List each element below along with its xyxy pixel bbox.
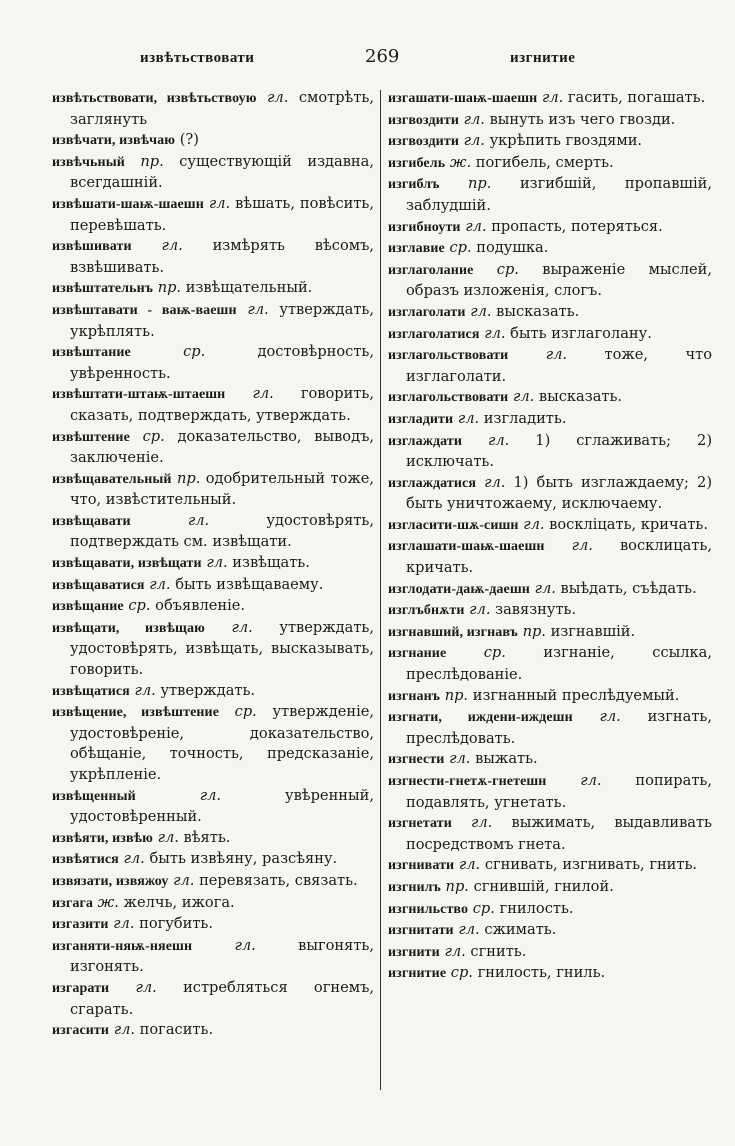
dictionary-entry <box>388 813 712 855</box>
dictionary-entry <box>52 828 374 850</box>
dictionary-entry <box>388 643 712 685</box>
entry-definition: утверждать. <box>160 681 256 699</box>
entry-headword: изглаголание <box>388 262 474 278</box>
header-left-word: извѣтьствовати <box>140 50 255 66</box>
entry-grammar: гл. <box>488 431 510 449</box>
entry-headword: изгибноути <box>388 219 461 235</box>
entry-grammar: гл. <box>465 217 487 235</box>
entry-definition: восклицать, кричать. <box>406 537 712 577</box>
entry-grammar: гл. <box>484 473 506 491</box>
entry-definition: сгнившій, гнилой. <box>473 877 614 895</box>
entry-definition: измѣрять вѣсомъ, взвѣшивать. <box>70 237 374 276</box>
entry-definition: подушка. <box>476 239 549 257</box>
entry-headword: извѣшивати <box>52 239 132 255</box>
entry-headword: изглъбнѫти <box>388 603 465 619</box>
entry-definition: сжимать. <box>484 921 557 939</box>
entry-headword: извѣштательнъ <box>52 281 154 297</box>
entry-definition: достовѣрность, увѣренность. <box>70 343 374 382</box>
entry-definition: существующій издавна, всегдашній. <box>70 152 374 192</box>
entry-headword: извѣщавати, извѣщати <box>52 556 202 572</box>
entry-definition: вынуть изъ чего гвозди. <box>489 110 676 128</box>
entry-definition: быть изглаголану. <box>510 324 652 342</box>
entry-definition: изгнаніе, ссылка, преслѣдованіе. <box>406 644 712 684</box>
dictionary-entry <box>388 238 712 260</box>
dictionary-entry <box>388 473 712 515</box>
entry-definition: попирать, подавлять, угнетать. <box>406 772 712 811</box>
entry-headword: извѣщаватися <box>52 577 145 593</box>
entry-definition: увѣренный, удостовѣренный. <box>70 786 374 826</box>
entry-definition: изгибшій, пропавшій, заблудшій. <box>406 175 712 214</box>
entry-grammar: гл. <box>206 554 228 572</box>
entry-grammar: гл. <box>157 828 179 846</box>
entry-grammar: гл. <box>134 681 156 699</box>
entry-definition: извѣщать. <box>232 554 310 572</box>
entry-headword: извѣштати-штаѭ-штаешн <box>52 387 226 403</box>
entry-headword: изгнильство <box>388 901 469 917</box>
dictionary-entry <box>52 871 374 893</box>
entry-grammar: гл. <box>457 409 480 427</box>
dictionary-entry <box>388 920 712 942</box>
entry-headword: извязати, извяжоу <box>52 873 169 889</box>
dictionary-entry <box>52 786 374 828</box>
dictionary-entry <box>52 596 374 618</box>
page-number: 269 <box>365 46 400 67</box>
entry-headword: изглаждатися <box>388 475 476 491</box>
entry-definition: (?) <box>179 131 199 149</box>
dictionary-entry <box>52 194 374 236</box>
dictionary-entry <box>388 324 712 346</box>
dictionary-entry <box>388 110 712 132</box>
dictionary-entry <box>52 342 374 384</box>
entry-headword: изгнитати <box>388 923 454 939</box>
dictionary-entry <box>388 153 712 175</box>
dictionary-entry <box>52 469 374 511</box>
entry-headword: изглаголатися <box>388 326 480 342</box>
entry-grammar: ср. <box>472 899 495 917</box>
entry-grammar: гл. <box>449 750 471 768</box>
entry-headword: изгнанъ <box>388 688 441 704</box>
entry-grammar: гл. <box>512 388 535 406</box>
entry-definition: утвержденіе, удостовѣреніе, доказательство, обѣщаніе, точность, предсказаніе, укрѣпленіе. <box>70 703 374 783</box>
entry-grammar: гл. <box>469 601 491 619</box>
entry-grammar: гл. <box>113 915 135 933</box>
entry-definition: 1) быть изглаждаему; 2) быть уничтожаему, исключаему. <box>406 473 712 513</box>
entry-headword: изгнавший, изгнавъ <box>388 624 518 640</box>
entry-definition: желчь, ижога. <box>123 893 235 911</box>
entry-grammar: гл. <box>580 772 602 789</box>
dictionary-entry <box>52 936 374 978</box>
entry-headword: изгнетати <box>388 816 452 832</box>
dictionary-entry <box>52 384 374 426</box>
entry-grammar: гл. <box>571 537 593 555</box>
column-divider <box>380 90 381 1090</box>
entry-headword: извѣятися <box>52 852 119 868</box>
left-column <box>52 88 374 1098</box>
dictionary-entry <box>388 409 712 431</box>
header-right-word: изгнитие <box>510 50 576 66</box>
entry-headword: извѣщенный <box>52 788 136 804</box>
entry-grammar: гл. <box>541 89 564 106</box>
entry-grammar: ср. <box>496 260 519 278</box>
entry-headword: изглагольствовати <box>388 348 509 364</box>
dictionary-entry <box>388 963 712 985</box>
dictionary-entry <box>388 387 712 409</box>
entry-definition: объявленіе. <box>155 597 246 615</box>
dictionary-entry <box>388 260 712 302</box>
entry-headword: извѣщати, извѣщаю <box>52 620 205 636</box>
dictionary-entry <box>52 511 374 553</box>
dictionary-entry <box>52 427 374 469</box>
dictionary-entry <box>388 855 712 877</box>
entry-grammar: гл. <box>470 302 492 320</box>
dictionary-entry <box>52 893 374 915</box>
entry-headword: изгазити <box>52 917 109 933</box>
entry-grammar: ср. <box>483 644 506 662</box>
entry-headword: изгиблъ <box>388 177 440 193</box>
dictionary-entry <box>388 536 712 578</box>
entry-headword: изгарати <box>52 980 110 996</box>
dictionary-entry <box>388 942 712 964</box>
entry-definition: извѣщательный. <box>185 279 313 297</box>
entry-grammar: гл. <box>523 515 545 533</box>
dictionary-entry <box>388 600 712 622</box>
entry-grammar: ср. <box>142 427 165 445</box>
entry-grammar: ср. <box>450 964 473 982</box>
dictionary-entry <box>388 579 712 601</box>
entry-definition: сгнить. <box>470 942 527 960</box>
dictionary-entry <box>388 771 712 813</box>
entry-grammar: ж. <box>449 153 472 171</box>
entry-headword: извѣчьный <box>52 154 125 170</box>
entry-definition: гасить, погашать. <box>567 89 706 106</box>
entry-headword: изгнати, иждени-иждешн <box>388 710 573 726</box>
entry-grammar: гл. <box>113 1021 136 1039</box>
entry-definition: воскліцать, кричать. <box>549 515 708 533</box>
entry-grammar: гл. <box>463 110 485 128</box>
entry-definition: тоже, что изглаголати. <box>406 346 712 385</box>
entry-definition: одобрительный тоже, что, извѣстительный. <box>70 469 374 509</box>
entry-headword: изгнести-гнетѫ-гнетешн <box>388 774 547 789</box>
entry-headword: изглодати-даѭ-даешн <box>388 581 530 597</box>
entry-definition: удостовѣрять, подтверждать см. извѣщати. <box>70 511 374 551</box>
dictionary-entry <box>52 130 374 152</box>
entry-definition: высказать. <box>538 388 623 406</box>
entry-headword: изгнести <box>388 752 445 768</box>
entry-headword: извѣщавательный <box>52 471 172 487</box>
entry-headword: извѣяти, извѣю <box>52 830 153 846</box>
dictionary-entry <box>52 978 374 1020</box>
dictionary-entry <box>52 300 374 342</box>
dictionary-entry <box>52 702 374 785</box>
entry-grammar: гл. <box>458 856 481 874</box>
dictionary-entry <box>388 707 712 749</box>
dictionary-entry <box>52 278 374 300</box>
dictionary-entry <box>52 88 374 130</box>
dictionary-entry <box>52 849 374 871</box>
entry-definition: гнилость. <box>499 899 574 917</box>
entry-headword: изгибель <box>388 155 446 171</box>
entry-definition: изгнанный преслѣдуемый. <box>472 686 680 704</box>
entry-headword: изганяти-няѭ-няешн <box>52 938 193 954</box>
entry-headword: изгвоздити <box>388 112 459 128</box>
entry-headword: извѣщатися <box>52 683 130 699</box>
entry-grammar: пр. <box>444 686 469 704</box>
entry-headword: изгнити <box>388 944 440 960</box>
entry-definition: выгонять, изгонять. <box>70 936 374 976</box>
entry-headword: извѣтьствовати, извѣтьствоую <box>52 91 257 106</box>
entry-grammar: гл. <box>545 346 568 364</box>
entry-definition: 1) сглаживать; 2) исключать. <box>406 431 712 471</box>
dictionary-entry <box>388 431 712 473</box>
dictionary-entry <box>388 217 712 239</box>
entry-grammar: гл. <box>599 708 621 726</box>
entry-grammar: гл. <box>123 850 145 868</box>
dictionary-entry <box>388 131 712 153</box>
entry-headword: изгнивати <box>388 858 455 874</box>
dictionary-entry <box>388 515 712 537</box>
right-column <box>388 88 712 1098</box>
entry-definition: утверждать, укрѣплять. <box>70 300 374 340</box>
entry-grammar: гл. <box>135 978 157 996</box>
entry-headword: изглавие <box>388 241 445 257</box>
entry-grammar: гл. <box>231 618 253 636</box>
entry-definition: быть извѣяну, разсѣяну. <box>149 850 338 868</box>
dictionary-entry <box>388 686 712 708</box>
entry-headword: изгласити-шѫ-сишн <box>388 517 519 533</box>
entry-definition: погубить. <box>139 915 214 933</box>
entry-headword: изгнание <box>388 646 447 662</box>
dictionary-entry <box>388 749 712 771</box>
dictionary-entry <box>52 553 374 575</box>
entry-definition: утверждать, удостовѣрять, извѣщать, высказывать, говорить. <box>70 618 374 679</box>
entry-headword: изгнитие <box>388 966 447 982</box>
entry-headword: извѣштение <box>52 429 130 445</box>
entry-grammar: гл. <box>234 936 256 954</box>
entry-grammar: гл. <box>161 237 183 255</box>
entry-headword: изгага <box>52 895 94 911</box>
entry-definition: выжимать, выдавливать посредствомъ гнета. <box>406 814 712 853</box>
entry-headword: изглагольствовати <box>388 390 509 406</box>
entry-grammar: гл. <box>252 385 274 403</box>
dictionary-entry <box>388 174 712 216</box>
entry-grammar: пр. <box>176 469 201 487</box>
entry-definition: выѣдать, съѣдать. <box>560 579 697 597</box>
dictionary-entry <box>388 302 712 324</box>
dictionary-entry <box>52 914 374 936</box>
dictionary-entry <box>52 575 374 597</box>
dictionary-entry <box>52 152 374 194</box>
entry-definition: завязнуть. <box>495 601 577 619</box>
entry-headword: изглаждати <box>388 433 463 449</box>
entry-headword: изгладити <box>388 411 454 427</box>
entry-grammar: гл. <box>208 194 231 212</box>
entry-definition: изгладить. <box>483 409 567 427</box>
entry-headword: извѣщение, извѣштение <box>52 705 220 721</box>
entry-definition: быть извѣщаваему. <box>175 575 324 593</box>
entry-grammar: гл. <box>458 921 480 939</box>
entry-grammar: ср. <box>449 239 472 257</box>
entry-headword: извѣщавати <box>52 513 131 529</box>
dictionary-entry <box>388 899 712 921</box>
dictionary-entry <box>52 618 374 681</box>
entry-definition: доказательство, выводъ, заключеніе. <box>70 427 374 467</box>
entry-grammar: гл. <box>444 942 466 960</box>
entry-grammar: пр. <box>140 152 164 170</box>
entry-grammar: пр. <box>522 622 546 640</box>
entry-definition: перевязать, связать. <box>199 871 358 889</box>
entry-definition: сгнивать, изгнивать, гнить. <box>484 856 698 874</box>
entry-grammar: пр. <box>468 175 492 193</box>
dictionary-entry <box>388 877 712 899</box>
entry-definition: пропасть, потеряться. <box>491 217 663 235</box>
entry-headword: извѣщание <box>52 599 124 615</box>
entry-definition: вѣшать, повѣсить, перевѣшать. <box>70 194 374 234</box>
entry-headword: изгасити <box>52 1023 110 1039</box>
entry-grammar: гл. <box>173 871 195 889</box>
entry-headword: изглашати-шаѭ-шаешн <box>388 539 545 555</box>
entry-definition: выжать. <box>475 750 538 768</box>
entry-definition: изгнавшій. <box>550 622 636 640</box>
entry-grammar: гл. <box>247 300 269 318</box>
entry-definition: укрѣпить гвоздями. <box>489 132 643 150</box>
entry-grammar: гл. <box>267 89 289 106</box>
entry-headword: извѣшати-шаѭ-шаешн <box>52 196 204 212</box>
dictionary-entry <box>52 1020 374 1042</box>
entry-definition: погибель, смерть. <box>475 153 614 171</box>
entry-grammar: гл. <box>484 324 506 342</box>
entry-definition: вѣять. <box>183 828 231 846</box>
entry-definition: погасить. <box>139 1021 214 1039</box>
dictionary-entry <box>52 236 374 278</box>
entry-grammar: гл. <box>471 814 493 832</box>
entry-grammar: пр. <box>157 279 182 297</box>
running-header <box>0 46 735 74</box>
entry-grammar: гл. <box>149 575 171 593</box>
entry-headword: изгашати-шаѭ-шаешн <box>388 91 538 106</box>
dictionary-entry <box>388 345 712 387</box>
entry-headword: извѣчати, извѣчаю <box>52 133 176 149</box>
entry-grammar: гл. <box>187 511 210 529</box>
entry-headword: изглаголати <box>388 304 466 320</box>
entry-headword: извѣштание <box>52 345 131 361</box>
entry-grammar: гл. <box>463 132 485 150</box>
entry-grammar: ср. <box>128 597 151 615</box>
entry-definition: смотрѣть, заглянуть <box>70 89 374 128</box>
entry-definition: гнилость, гниль. <box>477 964 606 982</box>
entry-definition: истребляться огнемъ, сгарать. <box>70 978 374 1018</box>
entry-headword: изгвоздити <box>388 134 459 150</box>
entry-grammar: ж. <box>97 893 119 911</box>
dictionary-entry <box>388 622 712 644</box>
entry-definition: высказать. <box>496 302 580 320</box>
dictionary-entry <box>388 88 712 110</box>
entry-grammar: гл. <box>199 786 222 804</box>
entry-headword: извѣштавати - ваѭ-ваешн <box>52 302 237 318</box>
entry-grammar: гл. <box>534 579 556 597</box>
entry-grammar: пр. <box>445 877 469 895</box>
entry-grammar: ср. <box>183 343 206 361</box>
entry-definition: изгнать, преслѣдовать. <box>406 708 712 747</box>
entry-grammar: ср. <box>234 703 257 721</box>
entry-definition: говорить, сказать, подтверждать, утверждать. <box>70 385 374 424</box>
entry-definition: выраженіе мыслей, образъ изложенія, слогъ. <box>406 260 712 300</box>
dictionary-entry <box>52 681 374 703</box>
entry-headword: изгнилъ <box>388 879 441 895</box>
